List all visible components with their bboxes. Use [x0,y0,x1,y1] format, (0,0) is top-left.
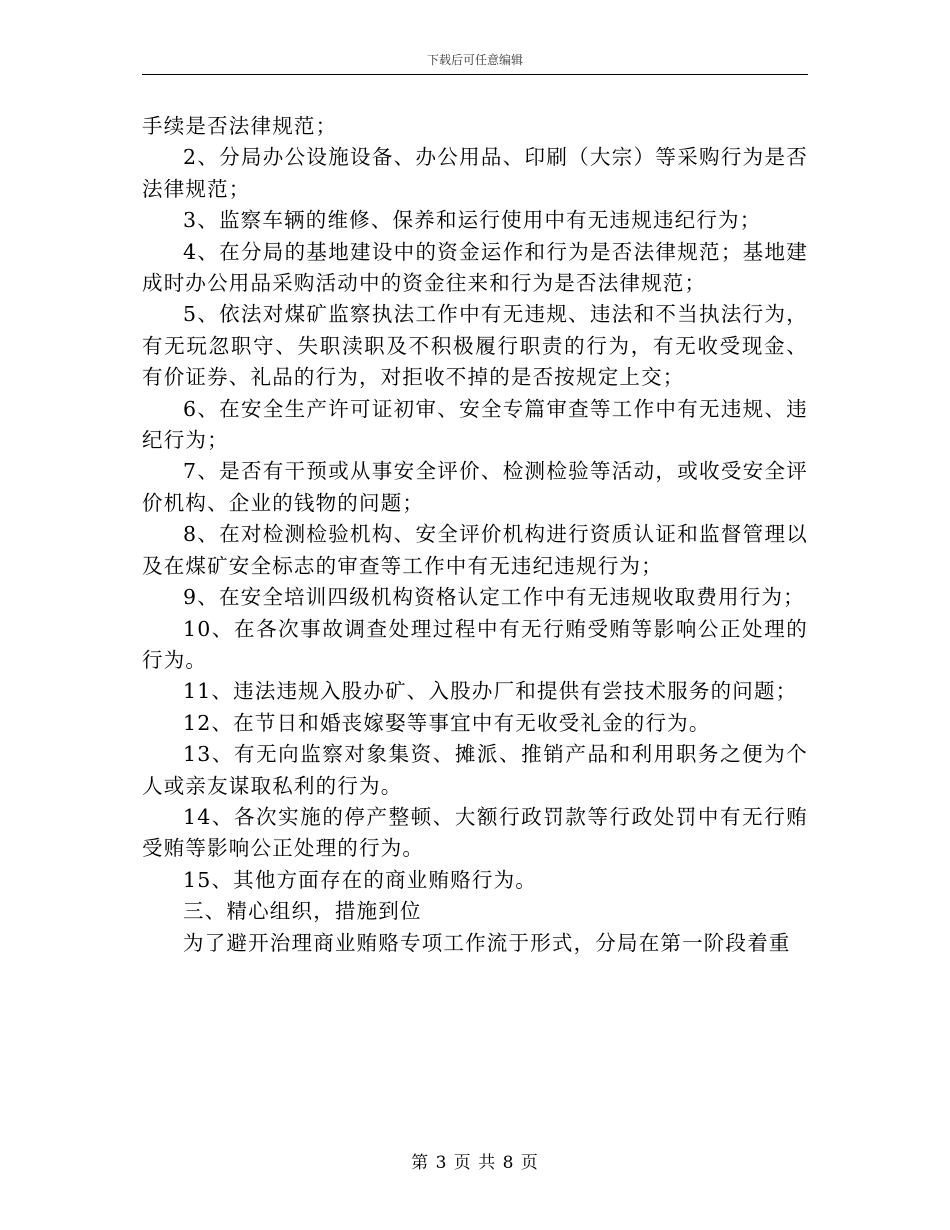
paragraph: 8、在对检测检验机构、安全评价机构进行资质认证和监督管理以及在煤矿安全标志的审查等工作中有无违纪违规行为； [142,522,808,578]
section-heading: 三、精心组织，措施到位 [183,899,422,924]
paragraph: 为了避开治理商业贿赂专项工作流于形式，分局在第一阶段着重 [183,930,791,955]
paragraph: 13、有无向监察对象集资、摊派、推销产品和利用职务之便为个人或亲友谋取私利的行为。 [142,742,808,798]
paragraph: 手续是否法律规范； [142,114,338,138]
paragraph: 5、依法对煤矿监察执法工作中有无违规、违法和不当执法行为，有无玩忽职守、失职渎职及不积极履行职责的行为，有无收受现金、有价证券、礼品的行为，对拒收不掉的是否按规定上交； [142,302,808,390]
paragraph: 14、各次实施的停产整顿、大额行政罚款等行政处罚中有无行贿受贿等影响公正处理的行为。 [142,804,808,861]
header-divider [142,74,808,75]
page-number-footer: 第 3 页 共 8 页 [411,1153,539,1173]
page-header: 下载后可任意编辑 [426,53,523,67]
paragraph: 12、在节日和婚丧嫁娶等事宜中有无收受礼金的行为。 [183,710,711,735]
paragraph: 9、在安全培训四级机构资格认定工作中有无违规收取费用行为； [183,585,805,610]
paragraph: 2、分局办公设施设备、办公用品、印刷（大宗）等采购行为是否法律规范； [142,145,808,201]
paragraph: 4、在分局的基地建设中的资金运作和行为是否法律规范；基地建成时办公用品采购活动中的资金往来和行为是否法律规范； [142,239,808,296]
paragraph: 10、在各次事故调查处理过程中有无行贿受贿等影响公正处理的行为。 [142,616,808,672]
paragraph: 7、是否有干预或从事安全评价、检测检验等活动，或收受安全评价机构、企业的钱物的问题； [142,459,808,515]
paragraph: 3、监察车辆的维修、保养和运行使用中有无违规违纪行为； [183,208,762,233]
paragraph: 6、在安全生产许可证初审、安全专篇审查等工作中有无违规、违纪行为； [142,396,808,453]
document-body [142,111,808,959]
paragraph: 15、其他方面存在的商业贿赂行为。 [183,867,537,892]
paragraph: 11、违法违规入股办矿、入股办厂和提供有尝技术服务的问题； [183,679,798,704]
